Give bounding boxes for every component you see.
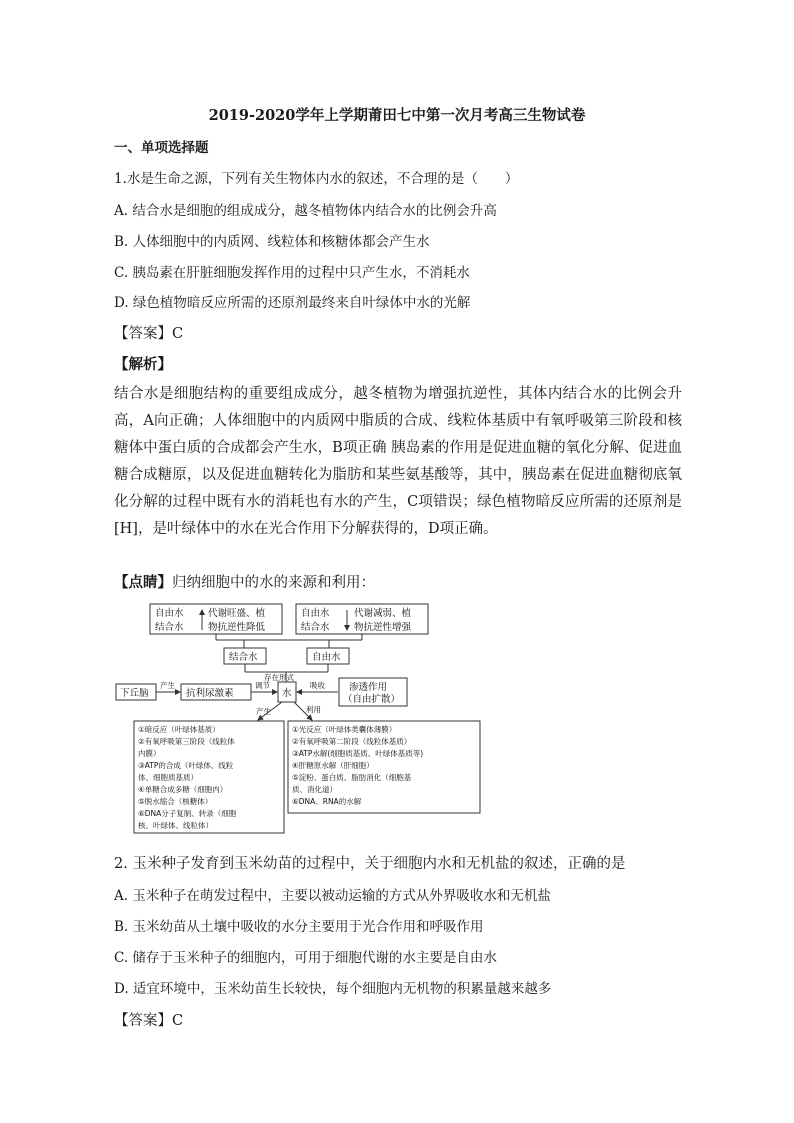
q1-answer: 【答案】C — [114, 326, 184, 342]
produce-list-line: 内膜） — [138, 749, 161, 758]
produce-label: 产生 — [160, 681, 175, 690]
q1-option-d: D. 绿色植物暗反应所需的还原剂最终来自叶绿体中水的光解 — [114, 295, 471, 311]
q1-option-b: B. 人体细胞中的内质网、线粒体和核糖体都会产生水 — [114, 234, 430, 250]
q2-option-c: C. 储存于玉米种子的细胞内，可用于细胞代谢的水主要是自由水 — [114, 950, 497, 966]
q1-option-c: C. 胰岛素在肝脏细胞发挥作用的过程中只产生水，不消耗水 — [114, 265, 470, 281]
q2-option-a: A. 玉米种子在萌发过程中，主要以被动运输的方式从外界吸收水和无机盐 — [114, 888, 551, 904]
produce-list-line: ③ATP的合成（叶绿体、线粒 — [138, 761, 234, 770]
ziyou-label: 自由水 — [312, 652, 341, 663]
top-left-label-2: 结合水 — [155, 622, 184, 633]
q1-point-text: 归纳细胞中的水的来源和利用： — [172, 575, 375, 591]
water-source-diagram — [114, 602, 484, 835]
adh-label: 抗利尿激素 — [186, 688, 234, 699]
produce-list-line: 核、叶绿体、线粒体） — [138, 821, 213, 830]
jiehe-label: 结合水 — [229, 652, 258, 663]
use-list-line: 质、消化道） — [292, 785, 337, 794]
top-right-label-1: 自由水 — [301, 608, 330, 619]
top-right-label-2: 结合水 — [301, 622, 330, 633]
q2-stem: 2. 玉米种子发育到玉米幼苗的过程中，关于细胞内水和无机盐的叙述，正确的是 — [114, 856, 626, 872]
top-left-label-1: 自由水 — [155, 608, 184, 619]
q1-point-tag: 【点睛】 — [114, 574, 172, 591]
produce-list-line: ①暗反应（叶绿体基质） — [138, 725, 220, 734]
osmosis-label-2: （自由扩散） — [343, 694, 401, 705]
osmosis-label-1: 渗透作用 — [349, 682, 388, 693]
water-label: 水 — [282, 688, 292, 699]
top-right-desc-1: 代谢减弱、植 — [354, 608, 412, 619]
produce-list-line: ④单糖合成多糖（细胞内） — [138, 785, 228, 794]
use-branch-label: 利用 — [306, 705, 321, 714]
q1-analysis-label: 【解析】 — [114, 356, 172, 373]
hypothalamus-label: 下丘脑 — [120, 688, 149, 699]
top-left-desc-1: 代谢旺盛、植 — [208, 608, 266, 619]
use-list-line: ②有氧呼吸第二阶段（线粒体基质） — [292, 737, 412, 746]
use-list-line: ⑥DNA、RNA的水解 — [292, 797, 362, 806]
section-heading: 一、单项选择题 — [114, 140, 209, 156]
q2-option-d: D. 适宜环境中，玉米幼苗生长较快，每个细胞内无机物的积累量越来越多 — [114, 981, 552, 997]
q1-stem: 1.水是生命之源，下列有关生物体内水的叙述，不合理的是（ ） — [114, 171, 519, 187]
q2-answer: 【答案】C — [114, 1013, 184, 1029]
use-list-line: ④肝糖原水解（肝细胞） — [292, 761, 374, 770]
regulate-label: 调节 — [255, 681, 270, 690]
q1-analysis-text: 结合水是细胞结构的重要组成成分，越冬植物为增强抗逆性，其体内结合水的比例会升高，A向正确；人体细胞中的内质网中脂质的合成、线粒体基质中有氧呼吸第三阶段和核糖体中蛋白质的合成都会产生水，B项正确 胰岛素的作用是促进血糖的氧化分解、促进血糖合成糖原，以及促进血糖转化为脂肪和某些氨基酸等，其中，胰岛素在促进血糖彻底氧化分解的过程中既有水的消耗也有水的产生，C项错误；绿色植物暗反应所需的还原剂是[H]，是叶绿体中的水在光合作用下分解获得的，D项正确。 — [114, 386, 682, 537]
use-list-line: ⑤淀粉、蛋白质、脂肪消化（细胞基 — [292, 773, 412, 782]
produce-list-line: ②有氧呼吸第三阶段（线粒体 — [138, 737, 235, 746]
top-right-desc-2: 物抗逆性增强 — [354, 622, 412, 633]
absorb-label: 吸收 — [310, 681, 325, 690]
exist-form-label: 存在形式 — [264, 673, 294, 682]
use-list-line: ③ATP水解(细胞质基质、叶绿体基质等) — [292, 749, 424, 758]
produce-list-line: ⑤脱水缩合（核糖体） — [138, 797, 213, 806]
top-left-desc-2: 物抗逆性降低 — [208, 622, 266, 633]
produce-list-line: 体、细胞质基质） — [138, 773, 198, 782]
produce-branch-label: 产生 — [256, 707, 271, 716]
q1-option-a: A. 结合水是细胞的组成成分，越冬植物体内结合水的比例会升高 — [114, 203, 497, 219]
produce-list-line: ⑥DNA分子复制、转录（细胞 — [138, 809, 237, 818]
q1-point — [114, 571, 375, 592]
use-list-line: ①光反应（叶绿体类囊体薄膜） — [292, 725, 397, 734]
page-title: 2019-2020学年上学期莆田七中第一次月考高三生物试卷 — [208, 107, 586, 124]
q2-option-b: B. 玉米幼苗从土壤中吸收的水分主要用于光合作用和呼吸作用 — [114, 919, 484, 935]
